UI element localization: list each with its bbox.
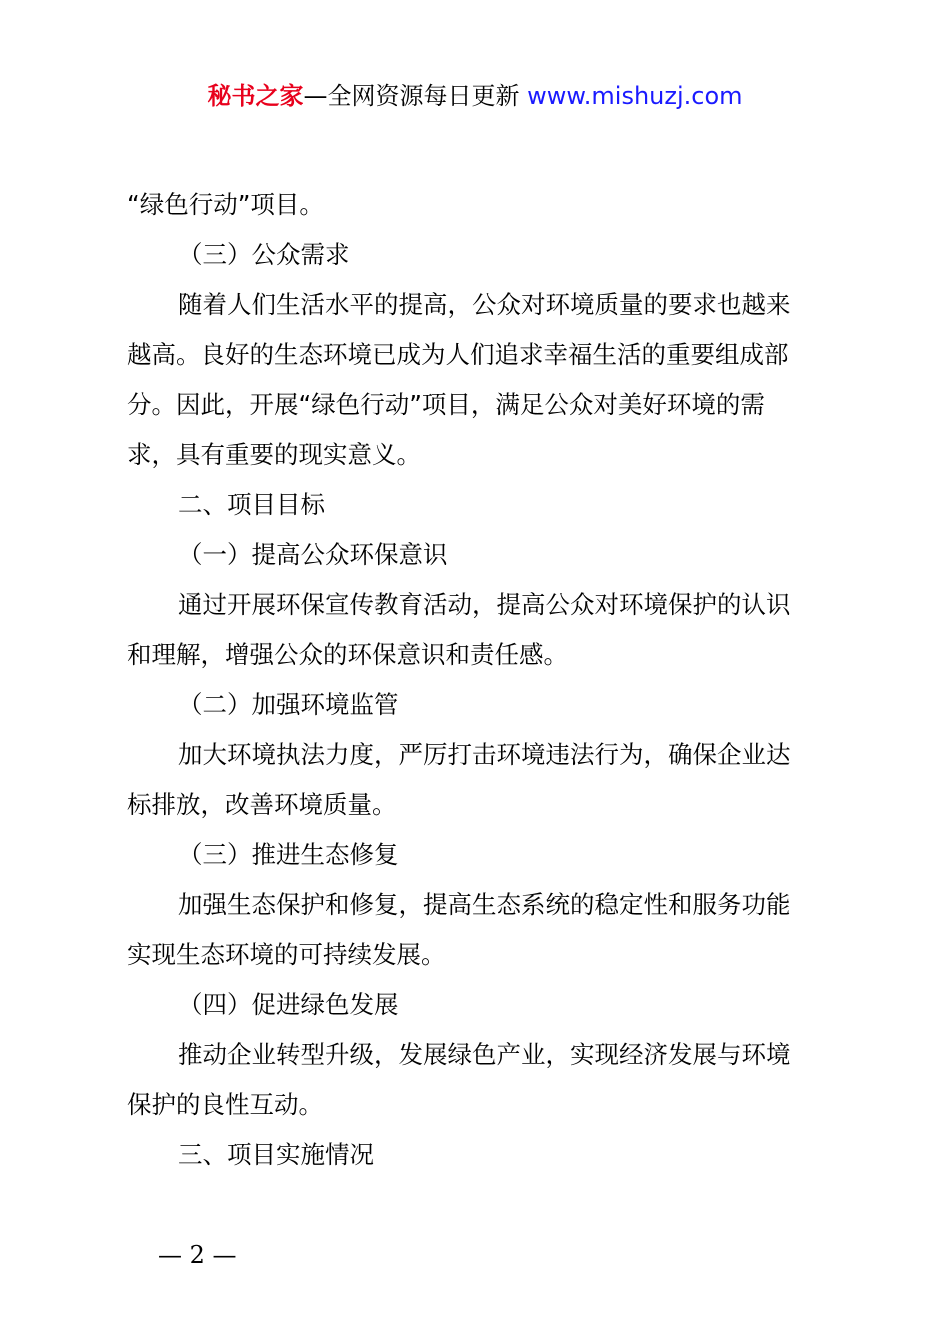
site-url-link[interactable]: www.mishuzj.com [527, 82, 743, 110]
text-line: （三）公众需求 [178, 240, 350, 269]
text-line: 保护的良性互动。 [127, 1090, 323, 1119]
text-line: （二）加强环境监管 [178, 690, 399, 719]
text-line: 越高。良好的生态环境已成为人们追求幸福生活的重要组成部 [127, 340, 789, 369]
site-header [0, 80, 950, 112]
text-line: 随着人们生活水平的提高，公众对环境质量的要求也越来 [178, 290, 791, 319]
text-line: （三）推进生态修复 [178, 840, 399, 869]
text-line: 三、项目实施情况 [178, 1140, 374, 1169]
text-line: 求，具有重要的现实意义。 [127, 440, 421, 469]
page-number: — 2 — [158, 1241, 237, 1269]
text-line: 二、项目目标 [178, 490, 325, 519]
text-line: 和理解，增强公众的环保意识和责任感。 [127, 640, 568, 669]
text-line: 实现生态环境的可持续发展。 [127, 940, 446, 969]
text-line: 推动企业转型升级，发展绿色产业，实现经济发展与环境 [178, 1040, 791, 1069]
text-line: 标排放，改善环境质量。 [127, 790, 397, 819]
text-line: （四）促进绿色发展 [178, 990, 399, 1019]
text-line: “绿色行动”项目。 [127, 190, 324, 219]
text-line: 通过开展环保宣传教育活动，提高公众对环境保护的认识 [178, 590, 791, 619]
brand-name: 秘书之家 [207, 82, 304, 110]
header-tagline: —全网资源每日更新 [303, 82, 528, 110]
document-body [127, 180, 833, 1180]
text-line: 加强生态保护和修复，提高生态系统的稳定性和服务功能 [178, 890, 791, 919]
text-line: 分。因此，开展“绿色行动”项目，满足公众对美好环境的需 [127, 390, 765, 419]
text-line: （一）提高公众环保意识 [178, 540, 448, 569]
text-line: 加大环境执法力度，严厉打击环境违法行为，确保企业达 [178, 740, 791, 769]
